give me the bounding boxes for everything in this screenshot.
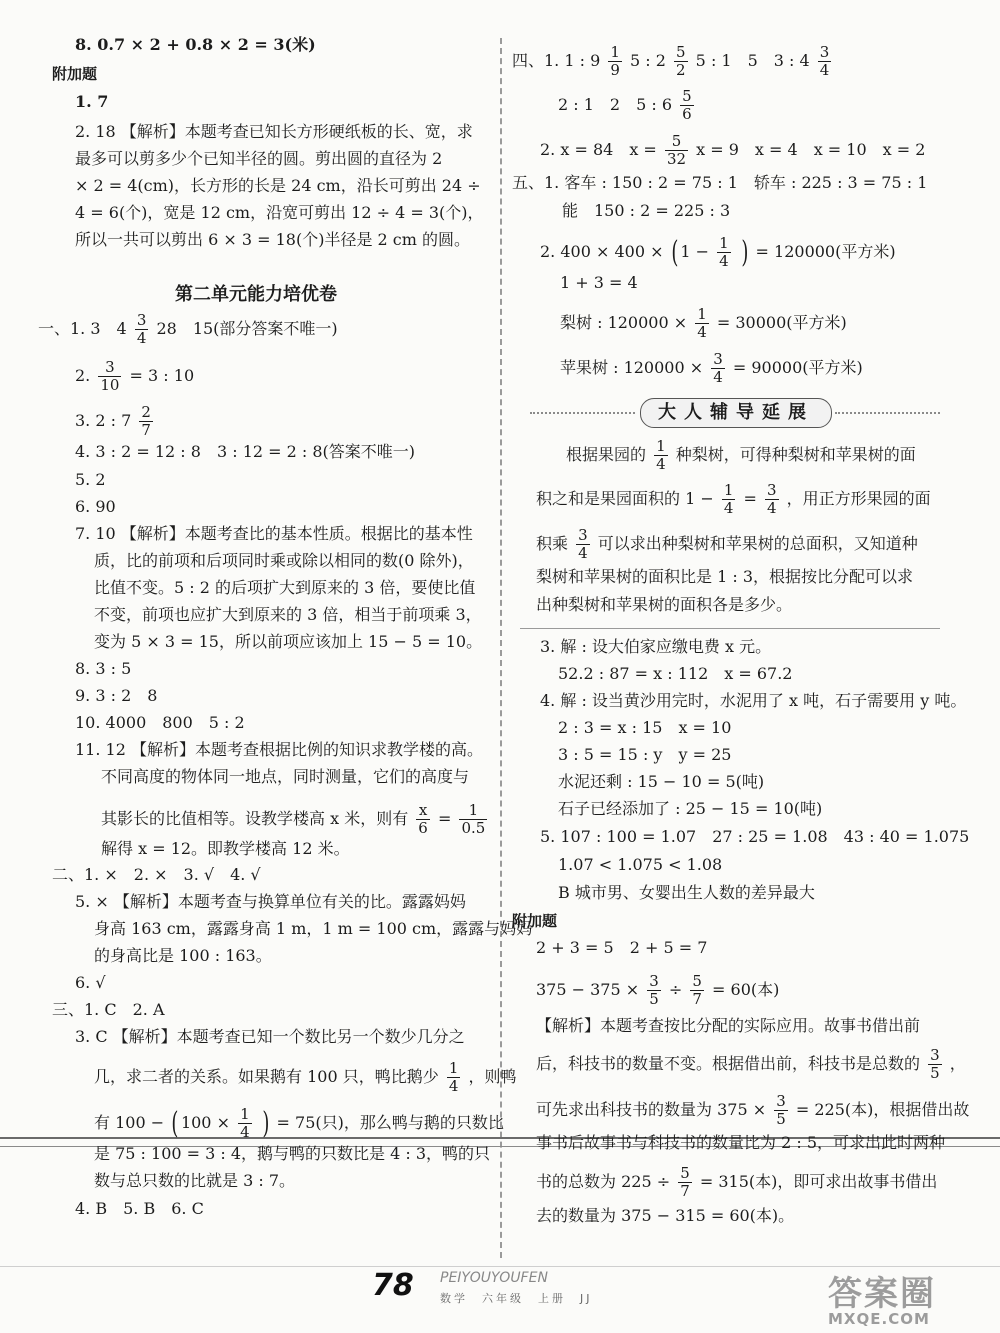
right-bonus-line2: 375 − 375 × $\frac{3}{5}$ ÷ $\frac{5}{7}$ = 60(本): [536, 972, 780, 1008]
watermark-text: 答案圈: [828, 1274, 936, 1314]
fraction-1-4: $\frac{1}{4}$: [240, 1105, 250, 1141]
fraction-1-4: $\frac{1}{4}$: [723, 481, 734, 517]
fraction-2-7: $\frac{2}{7}$: [141, 403, 151, 439]
r3-line2: 52.2 : 87 = x : 112 x = 67.2: [558, 664, 793, 683]
s2-line1: 二、1. × 2. × 3. √ 4. √: [52, 865, 261, 884]
r4-line3: 3 : 5 = 15 : y y = 25: [558, 745, 732, 764]
s3-line1: 三、1. C 2. A: [52, 1000, 165, 1019]
s1-q10: 10. 4000 800 5 : 2: [75, 713, 245, 732]
fraction-1-0.5: $\frac{1}{0.5}$: [461, 801, 486, 837]
r5-q2-line2: 1 + 3 = 4: [560, 273, 638, 292]
right-bonus-line1: 2 + 3 = 5 2 + 5 = 7: [536, 938, 708, 957]
ext-line1: 根据果园的 $\frac{1}{4}$ 种梨树，可得种梨树和苹果树的面: [566, 437, 916, 473]
fraction-3-5: $\frac{3}{5}$: [649, 972, 659, 1008]
right-analysis-line4: 事书后故事书与科技书的数量比为 2 : 5，可求出此时两种: [536, 1133, 946, 1152]
s1-q7-line5: 变为 5 × 3 = 15，所以前项应该加上 15 − 5 = 10。: [94, 632, 483, 651]
s2-q6: 6. √: [75, 973, 106, 992]
ext-line4: 梨树和苹果树的面积比是 1 : 3，根据按比分配可以求: [536, 567, 914, 586]
fraction-1-4: $\frac{1}{4}$: [448, 1059, 459, 1095]
fraction-5-32: $\frac{5}{32}$: [666, 132, 687, 168]
r4-line2: 2 : 3 = x : 15 x = 10: [558, 718, 732, 737]
fraction-1-4: $\frac{1}{4}$: [719, 234, 729, 270]
s3-q3-line3: 有 100 − ( 100 × $\frac{1}{4}$ ) = 75(只)，那么鸭与鹅的只数比: [94, 1105, 504, 1141]
r5-q2-line4: 苹果树 : 120000 × $\frac{3}{4}$ = 90000(平方米): [560, 350, 863, 386]
fraction-5-7: $\frac{5}{7}$: [680, 1164, 690, 1200]
s3-q4: 4. B 5. B 6. C: [75, 1199, 204, 1218]
watermark-url: MXQE.COM: [828, 1310, 930, 1328]
r5-q2-line1: 2. 400 × 400 × ( 1 − $\frac{1}{4}$ ) = 120000(平方米): [540, 234, 896, 270]
s3-q3-line4: 是 75 : 100 = 3 : 4，鹅与鸭的只数比是 4 : 3，鸭的只: [94, 1144, 491, 1163]
r5-line3: B 城市男、女婴出生人数的差异最大: [558, 883, 815, 902]
fraction-3-4: $\frac{3}{4}$: [767, 481, 777, 517]
s1-q3: 3. 2 : 7 $\frac{2}{7}$: [75, 403, 151, 439]
r5-q1-line1: 五、1. 客车 : 150 : 2 = 75 : 1 轿车 : 225 : 3 = 75 : 1: [512, 173, 928, 192]
s2-q5-line3: 的身高比是 100 : 163。: [94, 946, 272, 965]
s1-q7-line2: 质，比的前项和后项同时乘或除以相同的数(0 除外)，: [94, 551, 474, 570]
ext-line5: 出种梨树和苹果树的面积各是多少。: [536, 595, 793, 614]
s1-q6: 6. 90: [75, 497, 116, 516]
r5-line1: 5. 107 : 100 = 1.07 27 : 25 = 1.08 43 : 40 = 1.075: [540, 827, 970, 846]
brand-logo: PEIYOUYOUFEN: [440, 1270, 548, 1286]
banner-dotted-right: [835, 412, 940, 414]
fraction-3-4: $\frac{3}{4}$: [819, 43, 830, 79]
s1-q11-line2: 不同高度的物体同一地点，同时测量，它们的高度与: [101, 767, 470, 786]
s1-q11-line4: 解得 x = 12。即教学楼高 12 米。: [101, 839, 350, 858]
s1-q8: 8. 3 : 5: [75, 659, 132, 678]
section-title: 第二单元能力培优卷: [175, 284, 337, 305]
s1-q11-line3: 其影长的比值相等。设教学楼高 x 米，则有 $\frac{x}{6}$ = $\frac{1}{0.5}$: [101, 801, 486, 837]
fraction-3-5: $\frac{3}{5}$: [930, 1046, 940, 1082]
right-analysis-line3: 可先求出科技书的数量为 375 × $\frac{3}{5}$ = 225(本)，根据借出故: [536, 1092, 970, 1128]
right-analysis-line1: 【解析】本题考查按比分配的实际应用。故事书借出前: [536, 1016, 921, 1035]
r4-line4: 水泥还剩 : 15 − 10 = 5(吨): [558, 772, 765, 791]
banner-dotted-left: [530, 412, 635, 414]
page-number: 78: [372, 1268, 414, 1303]
s1-q2: 2. $\frac{3}{10}$ = 3 : 10: [75, 358, 195, 394]
fraction-3-4: $\frac{3}{4}$: [136, 311, 147, 347]
right-analysis-line2: 后，科技书的数量不变。根据借出前，科技书是总数的 $\frac{3}{5}$ ，: [536, 1046, 966, 1082]
r4-line1: 4. 解 : 设当黄沙用完时，水泥用了 x 吨，石子需要用 y 吨。: [540, 691, 967, 710]
r4-q1-row1: 四、1. 1 : 9 $\frac{1}{9}$ 5 : 2 $\frac{5}{2}$ 5 : 1 5 3 : 4 $\frac{3}{4}$: [512, 43, 830, 79]
fraction-5-6: $\frac{5}{6}$: [682, 87, 692, 123]
s1-q7-line3: 比值不变。5 : 2 的后项扩大到原来的 3 倍，要使比值: [94, 578, 476, 597]
right-analysis-line6: 去的数量为 375 − 315 = 60(本)。: [536, 1206, 795, 1225]
s3-q3-line5: 数与总只数的比就是 3 : 7。: [94, 1171, 296, 1190]
bonus-answer-2-line2: 最多可以剪多少个已知半径的圆。剪出圆的直径为 2: [75, 149, 443, 168]
s3-q3-line1: 3. C 【解析】本题考查已知一个数比另一个数少几分之: [75, 1027, 465, 1046]
fraction-5-7: $\frac{5}{7}$: [692, 972, 702, 1008]
footer-subject: 数学 六年级 上册 JJ: [440, 1292, 593, 1305]
bonus-heading: 附加题: [52, 65, 98, 83]
fraction-x-6: $\frac{x}{6}$: [418, 801, 428, 837]
s1-q11-line1: 11. 12 【解析】本题考查根据比例的知识求教学楼的高。: [75, 740, 483, 759]
r4-q1-row2: 2 : 1 2 5 : 6 $\frac{5}{6}$: [558, 87, 692, 123]
fraction-1-9: $\frac{1}{9}$: [610, 43, 620, 79]
ext-line3: 积乘 $\frac{3}{4}$ 可以求出种梨树和苹果树的总面积，又知道种: [536, 526, 918, 562]
fraction-3-5: $\frac{3}{5}$: [776, 1092, 786, 1128]
s1-q5: 5. 2: [75, 470, 106, 489]
r5-q1-line2: 能 150 : 2 = 225 : 3: [562, 201, 731, 220]
s2-q5-line2: 身高 163 cm，露露身高 1 m，1 m = 100 cm，露露与妈妈: [94, 919, 533, 938]
fraction-3-10: $\frac{3}{10}$: [100, 358, 120, 394]
watermark-logo: [828, 1266, 998, 1330]
fraction-3-4: $\frac{3}{4}$: [713, 350, 723, 386]
s2-q5-line1: 5. × 【解析】本题考查与换算单位有关的比。露露妈妈: [75, 892, 466, 911]
r3-line1: 3. 解 : 设大伯家应缴电费 x 元。: [540, 637, 772, 656]
tutor-extension-banner: 大人辅导延展: [640, 398, 832, 428]
s1-q7-line1: 7. 10 【解析】本题考查比的基本性质。根据比的基本性: [75, 524, 473, 543]
s1-q4: 4. 3 : 2 = 12 : 8 3 : 12 = 2 : 8(答案不唯一): [75, 442, 416, 461]
r5-q2-line3: 梨树 : 120000 × $\frac{1}{4}$ = 30000(平方米): [560, 305, 847, 341]
bonus-answer-1: 1. 7: [75, 92, 109, 111]
s1-q9: 9. 3 : 2 8: [75, 686, 158, 705]
bonus-answer-2-line3: × 2 = 4(cm)，长方形的长是 24 cm，沿长可剪出 24 ÷: [75, 176, 481, 195]
bonus-answer-2-line1: 2. 18 【解析】本题考查已知长方形硬纸板的长、宽，求: [75, 122, 473, 141]
fraction-5-2: $\frac{5}{2}$: [676, 43, 686, 79]
r4-q2: 2. x = 84 x = $\frac{5}{32}$ x = 9 x = 4 x = 10 x = 2: [540, 132, 926, 168]
fraction-1-4: $\frac{1}{4}$: [697, 305, 707, 341]
r5-line2: 1.07 < 1.075 < 1.08: [558, 855, 723, 874]
bonus-answer-2-line4: 4 = 6(个)，宽是 12 cm，沿宽可剪出 12 ÷ 4 = 3(个)，: [75, 203, 484, 222]
s1-q1: 一、1. 3 4 $\frac{3}{4}$ 28 15(部分答案不唯一): [38, 311, 338, 347]
right-bonus-heading: 附加题: [512, 912, 558, 930]
ext-box-bottom: [520, 628, 940, 629]
bonus-answer-2-line5: 所以一共可以剪出 6 × 3 = 18(个)半径是 2 cm 的圆。: [75, 230, 471, 249]
answer-8: 8. 0.7 × 2 + 0.8 × 2 = 3(米): [75, 35, 316, 54]
fraction-1-4: $\frac{1}{4}$: [656, 437, 666, 473]
right-analysis-line5: 书的总数为 225 ÷ $\frac{5}{7}$ = 315(本)，即可求出故事书借出: [536, 1164, 938, 1200]
s3-q3-line2: 几，求二者的关系。如果鹅有 100 只，鸭比鹅少 $\frac{1}{4}$ ，则鸭: [94, 1059, 517, 1095]
ext-line2: 积之和是果园面积的 1 − $\frac{1}{4}$ = $\frac{3}{4}$ ，用正方形果园的面: [536, 481, 931, 517]
r4-line5: 石子已经添加了 : 25 − 15 = 10(吨): [558, 799, 823, 818]
s1-q7-line4: 不变，前项也应扩大到原来的 3 倍，相当于前项乘 3，: [94, 605, 482, 624]
fraction-3-4: $\frac{3}{4}$: [578, 526, 588, 562]
